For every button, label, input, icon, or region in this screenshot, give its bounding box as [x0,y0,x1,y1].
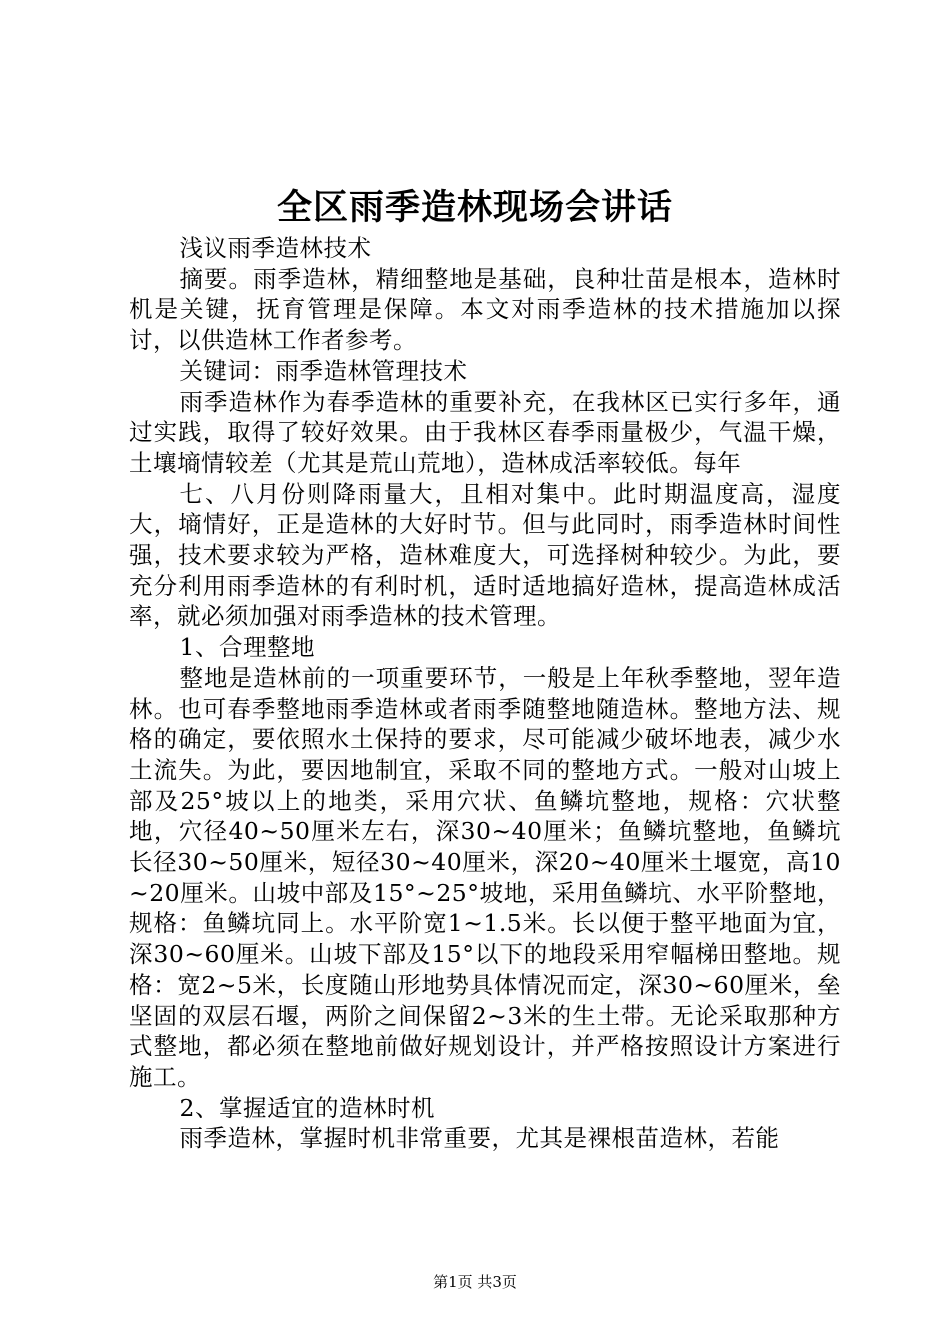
paragraph-intro: 雨季造林作为春季造林的重要补充，在我林区已实行多年，通过实践，取得了较好效果。由于我林区春季雨量极少，气温干燥，土壤墒情较差（尤其是荒山荒地），造林成活率较低。每年 [129,387,841,477]
section-heading-2: 2、掌握适宜的造林时机 [179,1093,435,1122]
page-footer: 第1页 共3页 [433,1273,517,1291]
paragraph-keywords: 关键词：雨季造林管理技术 [179,356,468,385]
paragraph-season: 七、八月份则降雨量大，且相对集中。此时期温度高，湿度大，墒情好，正是造林的大好时节。但与此同时，雨季造林时间性强，技术要求较为严格，造林难度大，可选择树种较少。为此，要充分利用雨季造林的有利时机，适时适地搞好造林，提高造林成活率，就必须加强对雨季造林的技术管理。 [129,479,841,631]
document-title: 全区雨季造林现场会讲话 [276,187,673,228]
document-body [129,233,841,1154]
paragraph-abstract: 摘要。雨季造林，精细整地是基础，良种壮苗是根本，造林时机是关键，抚育管理是保障。本文对雨季造林的技术措施加以探讨，以供造林工作者参考。 [129,264,841,355]
paragraph-land-preparation: 整地是造林前的一项重要环节，一般是上年秋季整地，翌年造林。也可春季整地雨季造林或者雨季随整地随造林。整地方法、规格的确定，要依照水土保持的要求，尽可能减少破坏地表，减少水土流失。为此，要因地制宜，采取不同的整地方式。一般对山坡上部及25°坡以上的地类，采用穴状、鱼鳞坑整地，规格：穴状整地，穴径40~50厘米左右，深30~40厘米；鱼鳞坑整地，鱼鳞坑长径30~50厘米，短径30~40厘米，深20~40厘米土堰宽，高10~20厘米。山坡中部及15°~25°坡地，采用鱼鳞坑、水平阶整地，规格：鱼鳞坑同上。水平阶宽1~1.5米。长以便于整平地面为宜，深30~60厘米。山坡下部及15°以下的地段采用窄幅梯田整地。规格：宽2~5米，长度随山形地势具体情况而定，深30~60厘米，垒坚固的双层石堰，两阶之间保留2~3米的生土带。无论采取那种方式整地，都必须在整地前做好规划设计，并严格按照设计方案进行施工。 [129,663,841,1091]
section-heading-1: 1、合理整地 [179,633,315,662]
paragraph-subtitle: 浅议雨季造林技术 [179,234,372,262]
paragraph-timing: 雨季造林，掌握时机非常重要，尤其是裸根苗造林，若能 [179,1124,780,1153]
